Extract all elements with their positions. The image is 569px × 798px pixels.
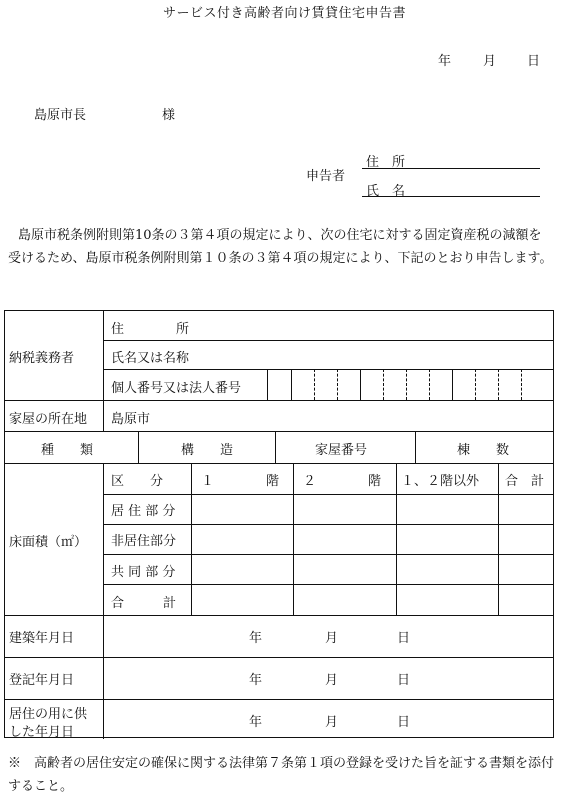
residence-day: 日	[397, 715, 411, 730]
built-year: 年	[249, 631, 263, 646]
row-line	[103, 494, 553, 495]
date-month-label: 月	[483, 54, 497, 69]
col-line	[103, 311, 104, 400]
taxpayer-name-label: 氏名又は名称	[111, 351, 190, 366]
col-line	[103, 400, 104, 431]
division-label: 区 分	[111, 474, 164, 489]
number-box-divider	[314, 369, 315, 400]
row-line	[5, 463, 553, 464]
number-box-divider	[475, 369, 476, 400]
number-box-divider	[498, 369, 499, 400]
registered-date-label: 登記年月日	[9, 673, 75, 688]
residence-year: 年	[249, 715, 263, 730]
residential-label: 居 住 部 分	[111, 504, 176, 519]
residence-month: 月	[325, 715, 339, 730]
applicant-label: 申告者	[306, 169, 346, 184]
number-box-divider	[429, 369, 430, 400]
taxpayer-label: 納税義務者	[9, 351, 75, 366]
built-month: 月	[325, 631, 339, 646]
floor2-label: ２ 階	[303, 474, 382, 489]
total-header-label: 合 計	[505, 474, 545, 489]
date-year-label: 年	[438, 54, 452, 69]
location-label: 家屋の所在地	[9, 412, 88, 427]
number-box-divider	[337, 369, 338, 400]
number-box-line	[452, 369, 453, 400]
applicant-name-label: 氏 名	[366, 184, 406, 199]
kind-label: 種 類	[41, 443, 94, 458]
col-line	[415, 431, 416, 463]
built-date-label: 建築年月日	[9, 631, 75, 646]
row-line	[5, 400, 553, 401]
taxpayer-address-label: 住 所	[111, 322, 190, 337]
declaration-text: 島原市税条例附則第10条の３第４項の規定により、次の住宅に対する固定資産税の減額を受けるため、島原市税条例附則第１０条の３第４項の規定により、下記のとおり申告します。	[8, 228, 553, 266]
house-number-label: 家屋番号	[315, 443, 368, 458]
residence-date-label-line2: した年月日	[9, 725, 75, 740]
row-line	[5, 699, 553, 700]
row-line	[5, 615, 553, 616]
non-residential-label: 非居住部分	[111, 534, 177, 549]
applicant-address-label: 住 所	[366, 155, 406, 170]
col-line	[191, 463, 192, 615]
floor-other-label: １、２階以外	[401, 474, 480, 489]
document-title: サービス付き高齢者向け賃貸住宅申告書	[162, 6, 406, 21]
number-box-line	[291, 369, 292, 400]
built-day: 日	[397, 631, 411, 646]
addressee: 島原市長	[34, 108, 87, 123]
col-line	[103, 463, 104, 739]
declaration-table	[4, 310, 554, 738]
number-box-divider	[406, 369, 407, 400]
number-box-line	[360, 369, 361, 400]
col-line	[293, 463, 294, 615]
residence-date-label-line1: 居住の用に供	[9, 707, 88, 722]
registered-day: 日	[397, 673, 411, 688]
date-day-label: 日	[527, 54, 541, 69]
structure-label: 構 造	[181, 443, 234, 458]
name-underline	[362, 196, 540, 197]
col-line	[138, 431, 139, 463]
location-value: 島原市	[111, 412, 151, 427]
attachment-note: ※ 高齢者の居住安定の確保に関する法律第７条第１項の登録を受けた旨を証する書類を添付すること。	[8, 756, 555, 794]
registered-year: 年	[249, 673, 263, 688]
number-box-divider	[383, 369, 384, 400]
col-line	[396, 463, 397, 615]
number-box-line	[267, 369, 268, 400]
common-label: 共 同 部 分	[111, 565, 176, 580]
row-line	[5, 657, 553, 658]
row-line	[5, 431, 553, 432]
row-line	[103, 554, 553, 555]
col-line	[498, 463, 499, 615]
row-line	[103, 340, 553, 341]
addressee-suffix: 様	[162, 108, 176, 123]
row-line	[103, 369, 553, 370]
registered-month: 月	[325, 673, 339, 688]
individual-number-label: 個人番号又は法人番号	[111, 381, 242, 396]
row-line	[103, 524, 553, 525]
floor-area-label: 床面積（㎡）	[9, 535, 88, 550]
address-underline	[362, 168, 540, 169]
total-row-label: 合 計	[111, 596, 177, 611]
floor1-label: １ 階	[201, 474, 280, 489]
number-box-divider	[521, 369, 522, 400]
row-line	[103, 584, 553, 585]
building-count-label: 棟 数	[457, 443, 510, 458]
col-line	[275, 431, 276, 463]
